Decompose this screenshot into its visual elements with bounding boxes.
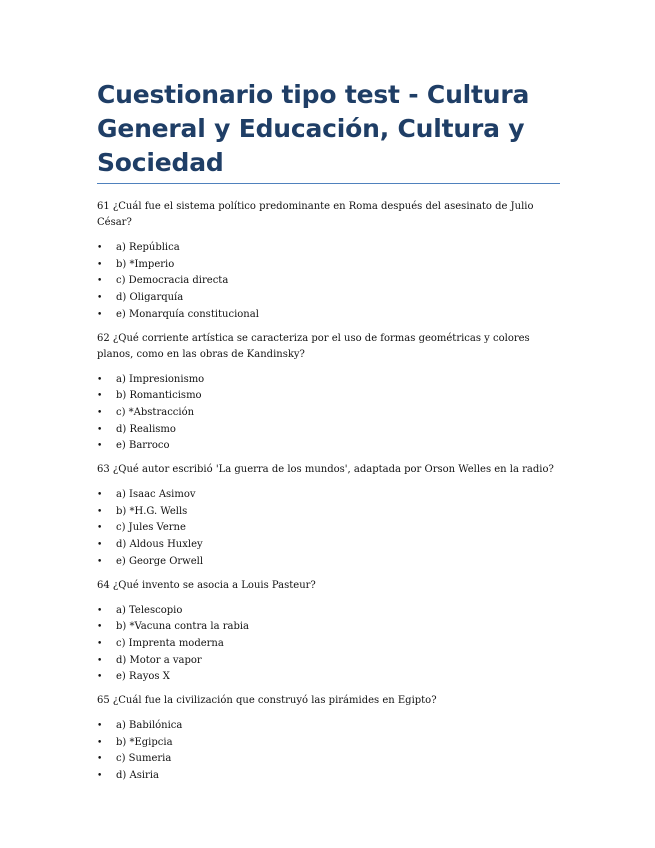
answer-option xyxy=(97,768,560,785)
answer-option-text: e) Monarquía constitucional xyxy=(116,308,259,320)
answer-option-text: a) Telescopio xyxy=(116,604,183,616)
answer-option-text: b) *H.G. Wells xyxy=(116,505,188,517)
question-block xyxy=(97,199,560,324)
answer-option xyxy=(97,388,560,405)
answer-option xyxy=(97,718,560,735)
answer-option-text: e) Barroco xyxy=(116,440,170,452)
answer-option xyxy=(97,405,560,422)
answer-option xyxy=(97,273,560,290)
answer-option xyxy=(97,751,560,768)
question-text: 62 ¿Qué corriente artística se caracteriza por el uso de formas geométricas y colores planos, como en las obras de Kandinsky? xyxy=(97,332,530,360)
answer-option xyxy=(97,520,560,537)
bullet-icon: • xyxy=(97,771,103,782)
answer-option xyxy=(97,554,560,571)
question-text: 61 ¿Cuál fue el sistema político predominante en Roma después del asesinato de Julio César? xyxy=(97,201,534,228)
question-text: 63 ¿Qué autor escribió 'La guerra de los mundos', adaptada por Orson Welles en la radio? xyxy=(97,464,554,476)
answer-option-text: d) Realismo xyxy=(116,423,176,435)
bullet-icon: • xyxy=(97,737,103,748)
answer-option-text: d) Aldous Huxley xyxy=(116,539,203,551)
answer-options xyxy=(97,718,560,785)
question-block xyxy=(97,331,560,456)
document-title: Cuestionario tipo test - Cultura General y Educación, Cultura y Sociedad xyxy=(97,78,560,184)
bullet-icon: • xyxy=(97,672,103,683)
document-page xyxy=(97,78,560,792)
answer-option-text: e) Rayos X xyxy=(116,671,170,683)
bullet-icon: • xyxy=(97,424,103,435)
answer-option-text: e) George Orwell xyxy=(116,555,204,567)
bullet-icon: • xyxy=(97,556,103,567)
answer-option xyxy=(97,603,560,620)
bullet-icon: • xyxy=(97,605,103,616)
answer-option-text: b) *Vacuna contra la rabia xyxy=(116,621,250,633)
answer-option xyxy=(97,290,560,307)
question-block xyxy=(97,693,560,785)
answer-option-text: b) Romanticismo xyxy=(116,390,202,402)
bullet-icon: • xyxy=(97,276,103,287)
answer-option-text: a) Isaac Asimov xyxy=(116,489,196,501)
answer-option-text: b) *Imperio xyxy=(116,258,175,270)
answer-option-text: c) *Abstracción xyxy=(116,406,195,418)
bullet-icon: • xyxy=(97,523,103,534)
answer-option-text: c) Jules Verne xyxy=(116,522,186,534)
answer-option-text: a) República xyxy=(116,242,180,253)
answer-option xyxy=(97,636,560,653)
answer-options xyxy=(97,603,560,687)
answer-option-text: a) Impresionismo xyxy=(116,373,205,385)
answer-option xyxy=(97,735,560,752)
answer-option xyxy=(97,372,560,389)
bullet-icon: • xyxy=(97,293,103,304)
bullet-icon: • xyxy=(97,259,103,270)
bullet-icon: • xyxy=(97,622,103,633)
question-text: 65 ¿Cuál fue la civilización que construyó las pirámides en Egipto? xyxy=(97,695,437,707)
answer-option-text: c) Imprenta moderna xyxy=(116,637,224,649)
answer-option-text: c) Democracia directa xyxy=(116,275,229,287)
answer-option-text: d) Motor a vapor xyxy=(116,654,202,666)
question-block xyxy=(97,462,560,571)
answer-option xyxy=(97,487,560,504)
answer-option xyxy=(97,537,560,554)
bullet-icon: • xyxy=(97,754,103,765)
bullet-icon: • xyxy=(97,391,103,402)
bullet-icon: • xyxy=(97,721,103,732)
answer-option xyxy=(97,619,560,636)
bullet-icon: • xyxy=(97,490,103,501)
answer-option-text: a) Babilónica xyxy=(116,720,183,732)
answer-option-text: b) *Egipcia xyxy=(116,736,173,748)
bullet-icon: • xyxy=(97,309,103,320)
answer-option xyxy=(97,653,560,670)
answer-option xyxy=(97,257,560,274)
answer-option xyxy=(97,504,560,521)
bullet-icon: • xyxy=(97,638,103,649)
answer-option-text: d) Oligarquía xyxy=(116,292,184,304)
answer-option xyxy=(97,240,560,257)
answer-option xyxy=(97,669,560,686)
question-text: 64 ¿Qué invento se asocia a Louis Pasteur? xyxy=(97,579,316,591)
answer-option-text: d) Asiria xyxy=(116,770,159,782)
question-block xyxy=(97,578,560,687)
answer-options xyxy=(97,240,560,324)
bullet-icon: • xyxy=(97,374,103,385)
question-list xyxy=(97,199,560,785)
answer-option xyxy=(97,438,560,455)
bullet-icon: • xyxy=(97,540,103,551)
bullet-icon: • xyxy=(97,407,103,418)
bullet-icon: • xyxy=(97,243,103,253)
answer-option xyxy=(97,422,560,439)
bullet-icon: • xyxy=(97,506,103,517)
answer-option-text: c) Sumeria xyxy=(116,753,172,765)
bullet-icon: • xyxy=(97,441,103,452)
bullet-icon: • xyxy=(97,655,103,666)
answer-options xyxy=(97,487,560,571)
answer-option xyxy=(97,307,560,324)
answer-options xyxy=(97,372,560,456)
